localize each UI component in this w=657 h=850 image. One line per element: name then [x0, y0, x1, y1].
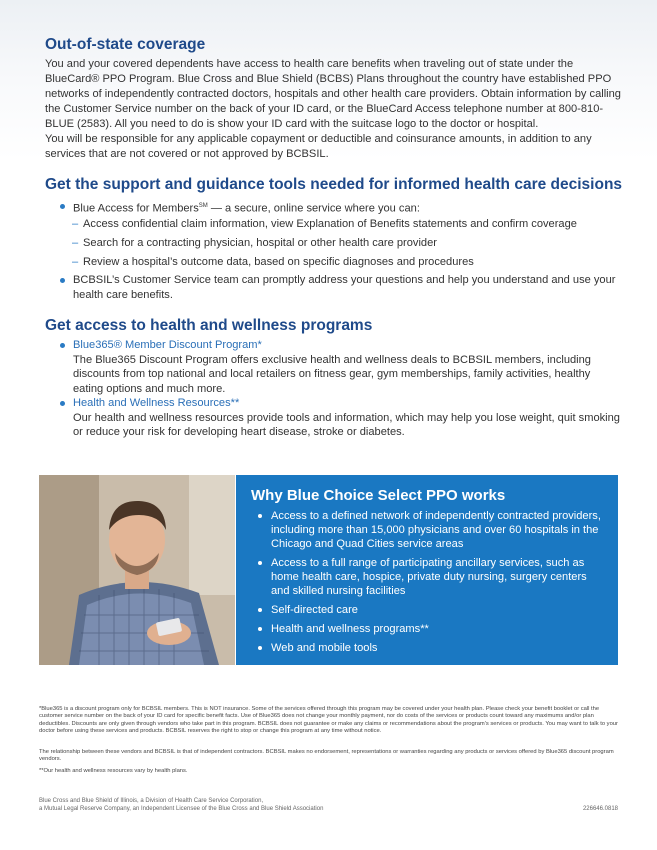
callout-item	[258, 622, 603, 636]
bullet-dot-icon	[60, 343, 65, 348]
wellness-item-blue365	[60, 338, 620, 396]
wellness-item-resources	[60, 396, 620, 440]
callout-item-text: Access to a defined network of independently contracted providers, including more than 15,000 physicians and over 60 hospitals in the Chicago and Quad Cities service areas	[271, 510, 601, 550]
support-bullet-bam	[60, 199, 620, 216]
bam-description: — a secure, online service where you can:	[207, 202, 420, 215]
wellness-heading: Get access to health and wellness programs	[45, 317, 373, 334]
footnote-wellness: **Our health and wellness resources vary by health plans.	[39, 768, 188, 774]
customer-service-text: BCBSIL’s Customer Service team can promptly address your questions and help you understand and use your health care benefits.	[73, 274, 616, 301]
footer-line-2: a Mutual Legal Reserve Company, an Independent Licensee of the Blue Cross and Blue Shield Association	[39, 806, 324, 812]
footnote-blue365: *Blue365 is a discount program only for BCBSIL members. This is NOT insurance. Some of the services offered through this program may be covered under your health plan. Please check your benefit booklet or call the customer service number on the back of your ID card for specific benefit facts. Use of Blue365 does not change your monthly payment, nor do costs of the services or products count toward any maximums and/or plan deductibles. Discounts are only given through vendors who take part in this program. BCBSIL does not guarantee or make any claims or recommendations about the program's services or products. You may want to talk to your doctor before using these services and products. BCBSIL reserves the right to stop or change this program at any time without notice.	[39, 706, 618, 735]
support-heading: Get the support and guidance tools needed for informed health care decisions	[45, 176, 623, 193]
blue365-description: The Blue365 Discount Program offers exclusive health and wellness deals to BCBSIL members, including discounts from top national and local retailers on fitness gear, gym memberships, family activities, healthy eating options and much more.	[73, 353, 591, 395]
document-code: 226646.0818	[582, 806, 618, 812]
sub-item-text: Review a hospital’s outcome data, based on specific diagnoses and procedures	[83, 256, 474, 268]
blue365-link[interactable]: Blue365® Member Discount Program*	[73, 339, 262, 351]
wellness-resources-description: Our health and wellness resources provide tools and information, which may help you lose weight, quit smoking or reduce your risk for developing heart disease, stroke or diabetes.	[73, 411, 620, 438]
bullet-dot-icon	[258, 514, 262, 518]
callout-item-text: Health and wellness programs**	[271, 623, 429, 635]
dash-icon: –	[72, 237, 79, 249]
callout-list	[258, 509, 603, 660]
bullet-dot-icon	[258, 646, 262, 650]
support-list	[60, 199, 620, 216]
footer-line-1: Blue Cross and Blue Shield of Illinois, a Division of Health Care Service Corporation,	[39, 798, 264, 804]
callout-item	[258, 556, 603, 598]
bullet-dot-icon	[60, 204, 65, 209]
footnote-vendors: The relationship between these vendors and BCBSIL is that of independent contractors. BCBSIL makes no endorsement, representations or warranties regarding any products or services offered by Blue365 discount program vendors.	[39, 749, 614, 763]
callout-item	[258, 641, 603, 655]
callout-item	[258, 603, 603, 617]
bullet-dot-icon	[258, 561, 262, 565]
wellness-resources-link[interactable]: Health and Wellness Resources**	[73, 397, 240, 409]
callout-item-text: Access to a full range of participating ancillary services, such as home health care, hospice, private duty nursing, surgery centers and skilled nursing facilities	[271, 557, 587, 597]
dash-icon: –	[72, 218, 79, 230]
callout-heading: Why Blue Choice Select PPO works	[251, 487, 506, 504]
why-blue-choice-callout	[236, 475, 618, 665]
service-mark: SM	[198, 203, 208, 209]
man-with-phone-photo	[39, 475, 235, 665]
bam-label: Blue Access for Members	[73, 202, 199, 215]
photo-illustration	[39, 475, 235, 665]
support-bullet-customer-service	[60, 273, 620, 302]
bullet-dot-icon	[60, 278, 65, 283]
sub-item-text: Search for a contracting physician, hospital or other health care provider	[83, 237, 437, 249]
bullet-dot-icon	[60, 401, 65, 406]
wellness-list	[60, 338, 620, 440]
out-of-state-paragraph-1: You and your covered dependents have access to health care benefits when traveling out of state under the BlueCard® PPO Program. Blue Cross and Blue Shield (BCBS) Plans throughout the country have established PPO networks of independently contracted doctors, hospitals and other health care providers. Obtain information by calling the Customer Service number on the back of your ID card, or the BlueCard Access telephone number at 800-810-BLUE (2583). All you need to do is show your ID card with the suitcase logo to the doctor or hospital.	[45, 58, 621, 130]
footer-legal	[39, 797, 323, 813]
sub-item-text: Access confidential claim information, view Explanation of Benefits statements and confirm coverage	[83, 218, 577, 230]
callout-item-text: Self-directed care	[271, 604, 358, 616]
bullet-dot-icon	[258, 627, 262, 631]
out-of-state-paragraph-2: You will be responsible for any applicable copayment or deductible and coinsurance amounts, in addition to any services that are not covered or not approved by BCBSIL.	[45, 133, 592, 160]
out-of-state-heading: Out-of-state coverage	[45, 36, 206, 53]
bullet-dot-icon	[258, 608, 262, 612]
callout-item	[258, 509, 603, 551]
callout-item-text: Web and mobile tools	[271, 642, 378, 654]
support-list-2	[60, 273, 620, 302]
dash-icon: –	[72, 256, 79, 268]
